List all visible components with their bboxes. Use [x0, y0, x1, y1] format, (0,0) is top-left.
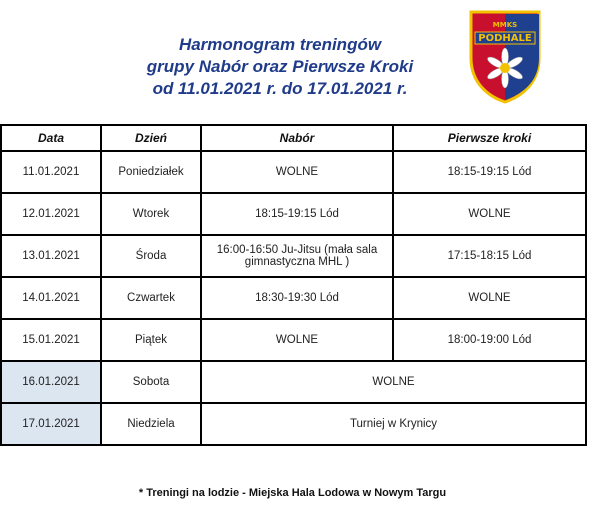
title-line-1: Harmonogram treningów	[178, 35, 382, 54]
header-nabor: Nabór	[201, 125, 393, 151]
footnote: * Treningi na lodzie - Miejska Hala Lodowa w Nowym Targu	[138, 487, 447, 499]
header-pierwsze-kroki: Pierwsze kroki	[393, 125, 586, 151]
table-row	[1, 403, 586, 445]
cell-nabor-line-1: 16:00-16:50 Ju-Jitsu (mała sala	[216, 244, 378, 256]
header-date: Data	[1, 125, 101, 151]
header-day: Dzień	[101, 125, 201, 151]
cell-merged: Turniej w Krynicy	[201, 403, 586, 445]
cell-day: Czwartek	[101, 277, 201, 319]
cell-date: 15.01.2021	[1, 319, 101, 361]
cell-nabor: 18:30-19:30 Lód	[201, 277, 393, 319]
cell-merged: WOLNE	[201, 361, 586, 403]
table-row	[1, 361, 586, 403]
title-line-3: od 11.01.2021 r. do 17.01.2021 r.	[152, 79, 408, 98]
table-row	[1, 319, 586, 361]
title-line-2: grupy Nabór oraz Pierwsze Kroki	[146, 57, 414, 76]
header-row	[1, 125, 586, 151]
cell-day: Poniedziałek	[101, 151, 201, 193]
cell-date: 13.01.2021	[1, 235, 101, 277]
club-logo	[467, 8, 543, 104]
cell-pierwsze-kroki: WOLNE	[393, 277, 586, 319]
table-row	[1, 235, 586, 277]
cell-date: 12.01.2021	[1, 193, 101, 235]
schedule-table	[0, 124, 587, 446]
cell-nabor-line-2: gimnastyczna MHL )	[244, 256, 350, 268]
page-title	[60, 34, 500, 100]
cell-nabor: WOLNE	[201, 151, 393, 193]
cell-day: Wtorek	[101, 193, 201, 235]
cell-date: 11.01.2021	[1, 151, 101, 193]
cell-pierwsze-kroki: 18:15-19:15 Lód	[393, 151, 586, 193]
cell-day: Środa	[101, 235, 201, 277]
cell-pierwsze-kroki: WOLNE	[393, 193, 586, 235]
logo-text: PODHALE	[478, 33, 532, 44]
cell-day: Sobota	[101, 361, 201, 403]
table-row	[1, 151, 586, 193]
cell-nabor: 18:15-19:15 Lód	[201, 193, 393, 235]
cell-nabor	[201, 235, 393, 277]
table-row	[1, 277, 586, 319]
cell-date: 14.01.2021	[1, 277, 101, 319]
cell-pierwsze-kroki: 17:15-18:15 Lód	[393, 235, 586, 277]
cell-nabor: WOLNE	[201, 319, 393, 361]
logo-text-top: MMKS	[492, 21, 518, 29]
cell-date: 17.01.2021	[1, 403, 101, 445]
cell-day: Piątek	[101, 319, 201, 361]
cell-day: Niedziela	[101, 403, 201, 445]
cell-date: 16.01.2021	[1, 361, 101, 403]
table-row	[1, 193, 586, 235]
cell-pierwsze-kroki: 18:00-19:00 Lód	[393, 319, 586, 361]
